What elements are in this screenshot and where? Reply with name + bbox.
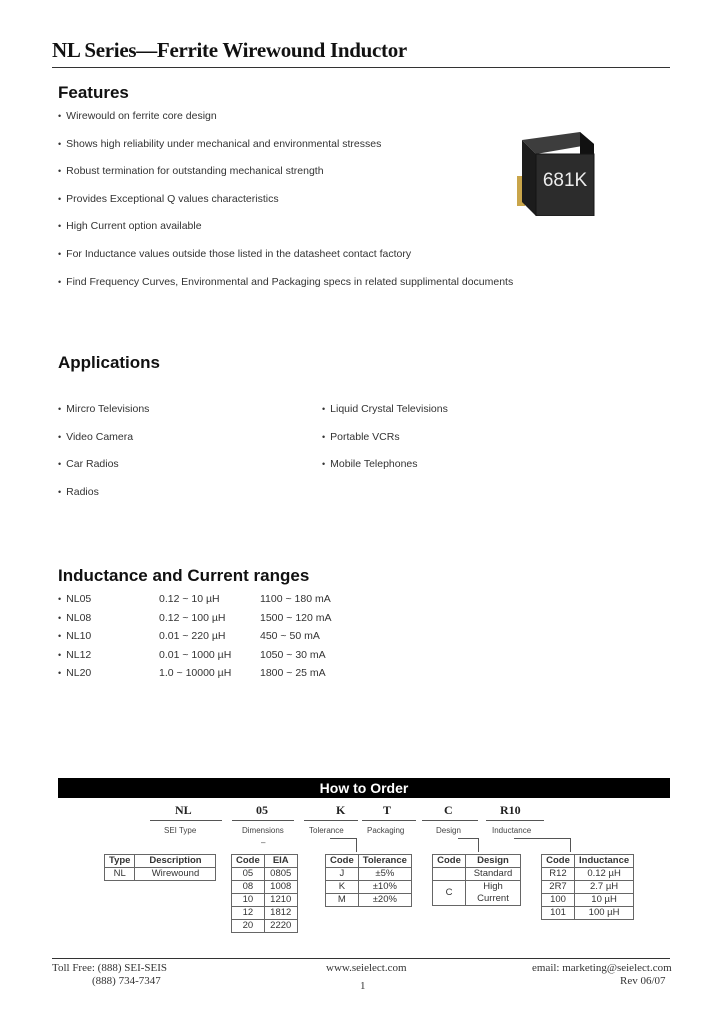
footer-revision: Rev 06/07 <box>620 975 666 987</box>
table-cell: ±20% <box>358 894 411 907</box>
inductance-table <box>541 854 634 920</box>
order-label-tolerance: Tolerance <box>309 826 344 835</box>
range-series: • NL12 <box>58 649 91 661</box>
features-heading: Features <box>58 83 129 102</box>
table-header: Tolerance <box>358 855 411 868</box>
table-cell: 08 <box>232 881 265 894</box>
range-series: • NL08 <box>58 612 91 624</box>
footer-phone: (888) 734-7347 <box>92 975 161 987</box>
range-inductance: 0.01 ~ 1000 µH <box>159 649 232 661</box>
feature-item: • For Inductance values outside those listed in the datasheet contact factory <box>58 248 411 260</box>
table-header: Code <box>232 855 265 868</box>
order-label-packaging: Packaging <box>367 826 405 835</box>
range-series: • NL05 <box>58 593 91 605</box>
table-cell: 1812 <box>264 907 297 920</box>
range-current: 450 ~ 50 mA <box>260 630 320 642</box>
table-cell: 1210 <box>264 894 297 907</box>
feature-item: • Provides Exceptional Q values characteristics <box>58 193 279 205</box>
table-cell: 1008 <box>264 881 297 894</box>
dimensions-table <box>231 854 298 933</box>
underline <box>232 820 294 821</box>
range-current: 1100 ~ 180 mA <box>260 593 331 605</box>
table-cell: 20 <box>232 920 265 933</box>
application-item: • Video Camera <box>58 431 133 443</box>
range-series: • NL20 <box>58 667 91 679</box>
table-cell <box>433 868 466 881</box>
table-cell: K <box>326 881 359 894</box>
table-cell: 2.7 µH <box>575 881 634 894</box>
feature-item: • Robust termination for outstanding mechanical strength <box>58 165 324 177</box>
footer-toll-free: Toll Free: (888) SEI-SEIS <box>52 962 168 974</box>
table-header: EIA <box>264 855 297 868</box>
table-cell: J <box>326 868 359 881</box>
range-inductance: 0.12 ~ 100 µH <box>159 612 226 624</box>
how-to-order-banner: How to Order <box>58 778 670 798</box>
application-item: • Radios <box>58 486 99 498</box>
table-header: Code <box>433 855 466 868</box>
application-item: • Liquid Crystal Televisions <box>322 403 448 415</box>
table-cell: 0.12 µH <box>575 868 634 881</box>
table-cell: R12 <box>542 868 575 881</box>
footer-website[interactable]: www.seielect.com <box>326 962 407 974</box>
order-label-design: Design <box>436 826 461 835</box>
underline <box>304 820 358 821</box>
table-cell: 2220 <box>264 920 297 933</box>
underline <box>486 820 544 821</box>
order-label-dimensions: Dimensions <box>242 826 284 835</box>
table-cell: 12 <box>232 907 265 920</box>
title-rule <box>52 67 670 68</box>
feature-item: • Wirewould on ferrite core design <box>58 110 217 122</box>
tolerance-table <box>325 854 412 907</box>
connector-line <box>514 838 570 839</box>
connector-line <box>478 838 479 852</box>
underline <box>150 820 222 821</box>
underline <box>422 820 478 821</box>
connector-line <box>330 838 356 839</box>
table-cell: 0805 <box>264 868 297 881</box>
table-cell: 101 <box>542 907 575 920</box>
table-cell: 05 <box>232 868 265 881</box>
range-current: 1800 ~ 25 mA <box>260 667 326 679</box>
range-inductance: 0.01 ~ 220 µH <box>159 630 226 642</box>
table-cell: M <box>326 894 359 907</box>
connector-line <box>356 838 357 852</box>
table-cell: 10 µH <box>575 894 634 907</box>
order-code-packaging: T <box>383 803 392 817</box>
connector-line <box>458 838 478 839</box>
order-code-dimensions: 05 <box>256 803 268 817</box>
table-header: Inductance <box>575 855 634 868</box>
table-cell: 2R7 <box>542 881 575 894</box>
inductor-marking: 681K <box>542 170 588 191</box>
table-header: Code <box>542 855 575 868</box>
footer-email[interactable]: email: marketing@seielect.com <box>532 962 672 974</box>
range-current: 1050 ~ 30 mA <box>260 649 326 661</box>
range-current: 1500 ~ 120 mA <box>260 612 332 624</box>
table-header: Description <box>135 855 216 868</box>
order-code-design: C <box>444 803 453 817</box>
feature-item: • High Current option available <box>58 220 202 232</box>
applications-heading: Applications <box>58 353 161 372</box>
table-cell: Standard <box>466 868 521 881</box>
inductor-image <box>514 128 598 216</box>
type-table <box>104 854 216 881</box>
order-code-inductance: R10 <box>500 803 521 817</box>
footer-rule <box>52 958 670 959</box>
order-code-tolerance: K <box>336 803 346 817</box>
design-table <box>432 854 521 906</box>
underline <box>362 820 416 821</box>
range-inductance: 1.0 ~ 10000 µH <box>159 667 232 679</box>
table-cell: C <box>433 881 466 906</box>
feature-item: • Find Frequency Curves, Environmental and Packaging specs in related supplimental documents <box>58 276 513 288</box>
ranges-heading: Inductance and Current ranges <box>58 566 310 585</box>
table-header: Design <box>466 855 521 868</box>
table-cell: NL <box>105 868 135 881</box>
footer-page-number: 1 <box>360 980 366 992</box>
range-series: • NL10 <box>58 630 91 642</box>
table-cell: 100 <box>542 894 575 907</box>
table-header: Type <box>105 855 135 868</box>
page-title: NL Series—Ferrite Wirewound Inductor <box>52 38 407 62</box>
application-item: • Portable VCRs <box>322 431 400 443</box>
connector-line <box>570 838 571 852</box>
application-item: • Mircro Televisions <box>58 403 149 415</box>
table-cell: ±5% <box>358 868 411 881</box>
application-item: • Mobile Telephones <box>322 458 418 470</box>
table-cell: Wirewound <box>135 868 216 881</box>
order-label-type: SEI Type <box>164 826 197 835</box>
table-cell: High Current <box>466 881 521 906</box>
table-cell: 10 <box>232 894 265 907</box>
order-label-inductance: Inductance <box>492 826 532 835</box>
application-item: • Car Radios <box>58 458 119 470</box>
range-inductance: 0.12 ~ 10 µH <box>159 593 220 605</box>
table-header: Code <box>326 855 359 868</box>
feature-item: • Shows high reliability under mechanical and environmental stresses <box>58 138 381 150</box>
order-code-type: NL <box>175 803 192 817</box>
dimensions-dash: – <box>261 838 266 847</box>
table-cell: 100 µH <box>575 907 634 920</box>
table-cell: ±10% <box>358 881 411 894</box>
